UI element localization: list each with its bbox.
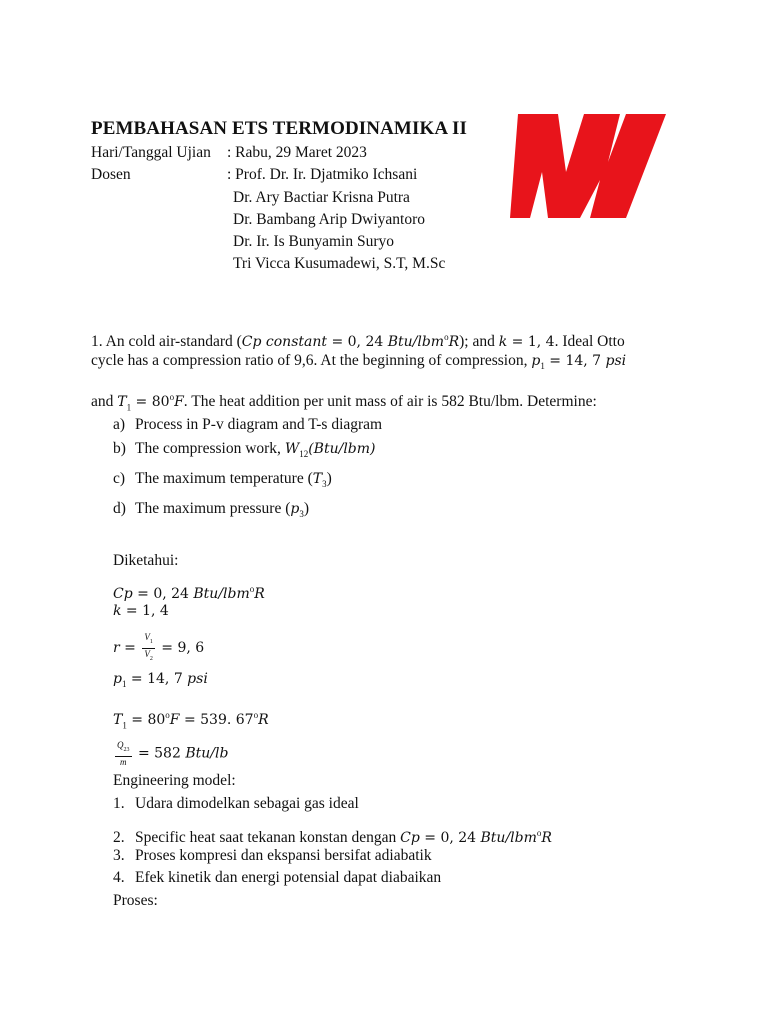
given-k: k = 1, 4: [113, 603, 169, 619]
problem-line-3: and $T_1 = 80^oF$. The heat addition per unit mass of air is 582 Btu/lbm. Determine:: [91, 392, 597, 413]
model-item-2: 2. Specific heat saat tekanan konstan dengan Cp = 0, 24 Btu/lbm$^o$R: [113, 828, 552, 847]
model-item-1: 1. Udara dimodelkan sebagai gas ideal: [113, 795, 359, 812]
question-b: b) The compression work, $W_{12}(Btu/lbm)$: [113, 440, 376, 460]
page-title: PEMBAHASAN ETS TERMODINAMIKA II: [91, 118, 467, 139]
given-r: r = $\frac{V_1}{V_2}$ = 9, 6: [113, 632, 205, 662]
problem-line-2: cycle has a compression ratio of 9,6. At the beginning of compression, $p_1 = 14$, 7 psi: [91, 352, 627, 372]
lecturer-1: : Prof. Dr. Ir. Djatmiko Ichsani: [227, 166, 418, 183]
date-label: Hari/Tanggal Ujian: [91, 144, 211, 161]
model-heading: Engineering model:: [113, 772, 236, 789]
lecturer-4: Dr. Ir. Is Bunyamin Suryo: [233, 233, 395, 250]
model-item-4: 4. Efek kinetik dan energi potensial dapat diabaikan: [113, 869, 442, 886]
question-d: d) The maximum pressure $(p_3)$: [113, 500, 310, 520]
model-item-3: 3. Proses kompresi dan ekspansi bersifat adiabatik: [113, 847, 432, 864]
university-logo: [508, 112, 670, 222]
date-value: : Rabu, 29 Maret 2023: [227, 144, 367, 161]
lecturer-2: Dr. Ary Bactiar Krisna Putra: [233, 189, 410, 206]
given-t1: $T_1 = 80^oF = 539$. 67$^o$R: [113, 710, 269, 731]
given-heat: $\frac{Q_{23}}{m}$ = 582 Btu/lb: [117, 740, 229, 767]
question-c: c) The maximum temperature $(T_3)$: [113, 470, 332, 490]
lecturer-3: Dr. Bambang Arip Dwiyantoro: [233, 211, 426, 228]
process-heading: Proses:: [113, 892, 158, 909]
problem-line-1: 1. An cold air-standard (Cp constant = 0, 24 Btu/lbm$^o$R); and k = 1, 4. Ideal Otto: [91, 332, 625, 351]
question-a: a) Process in P-v diagram and T-s diagram: [113, 416, 383, 433]
given-cp: Cp = 0, 24 Btu/lbm$^o$R: [113, 584, 265, 603]
given-heading: Diketahui:: [113, 552, 179, 569]
given-p1: $p_1 = 14$, 7 psi: [113, 671, 208, 690]
lecturer-label: Dosen: [91, 166, 131, 183]
lecturer-5: Tri Vicca Kusumadewi, S.T, M.Sc: [233, 255, 446, 272]
